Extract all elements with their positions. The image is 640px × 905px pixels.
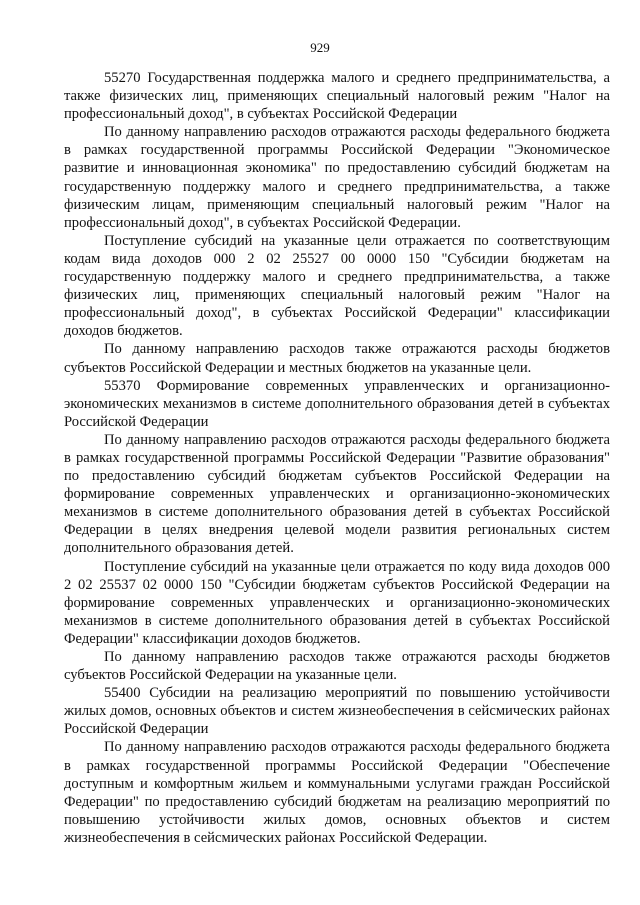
section-heading-55270: 55270 Государственная поддержка малого и среднего предпринимательства, а также физических лиц, применяющих специальный налоговый режим "Налог на профессиональный доход", в субъектах Российской Федерации <box>64 70 610 123</box>
paragraph-55370-regional: По данному направлению расходов также отражаются расходы бюджетов субъектов Российской Федерации на указанные цели. <box>64 649 610 684</box>
document-body <box>64 69 610 847</box>
section-heading-55400: 55400 Субсидии на реализацию мероприятий по повышению устойчивости жилых домов, основных объектов и систем жизнеобеспечения в сейсмических районах Российской Федерации <box>64 685 610 738</box>
paragraph-55400-expenses: По данному направлению расходов отражаются расходы федерального бюджета в рамках государственной программы Российской Федерации "Обеспечение доступным и комфортным жильем и коммунальными услугами граждан Российской Федерации" по предоставлению субсидий бюджетам на реализацию мероприятий по повышению устойчивости жилых домов, основных объектов и систем жизнеобеспечения в сейсмических районах Российской Федерации. <box>64 739 610 846</box>
paragraph-55370-expenses: По данному направлению расходов отражаются расходы федерального бюджета в рамках государственной программы Российской Федерации "Развитие образования" по предоставлению субсидий бюджетам субъектов Российской Федерации на формирование современных управленческих и организационно-экономических механизмов в системе дополнительного образования детей в субъектах Российской Федерации в целях внедрения целевой модели развития региональных систем дополнительного образования детей. <box>64 431 610 557</box>
page-number: 929 <box>310 40 330 55</box>
paragraph-55270-expenses: По данному направлению расходов отражаются расходы федерального бюджета в рамках государственной программы Российской Федерации "Экономическое развитие и инновационная экономика" по предоставлению субсидий бюджетам на государственную поддержку малого и среднего предпринимательства, а также физическим лицам, применяющим специальный налоговый режим "Налог на профессиональный доход", в субъектах Российской Федерации. <box>64 124 610 231</box>
paragraph-55370-revenue: Поступление субсидий на указанные цели отражается по коду вида доходов 000 2 02 25537 02 0000 150 "Субсидии бюджетам субъектов Российской Федерации на формирование современных управленческих и организационно-экономических механизмов в системе дополнительного образования детей в субъектах Российской Федерации" классификации доходов бюджетов. <box>64 558 610 647</box>
section-heading-55370: 55370 Формирование современных управленческих и организационно-экономических механизмов в системе дополнительного образования детей в субъектах Российской Федерации <box>64 377 610 430</box>
paragraph-55270-regional: По данному направлению расходов также отражаются расходы бюджетов субъектов Российской Федерации и местных бюджетов на указанные цели. <box>64 341 610 376</box>
paragraph-55270-revenue: Поступление субсидий на указанные цели отражается по соответствующим кодам вида доходов 000 2 02 25527 00 0000 150 "Субсидии бюджетам на государственную поддержку малого и среднего предпринимательства, а также физических лиц, применяющих специальный налоговый режим "Налог на профессиональный доход", в субъектах Российской Федерации" классификации доходов бюджетов. <box>64 232 610 340</box>
